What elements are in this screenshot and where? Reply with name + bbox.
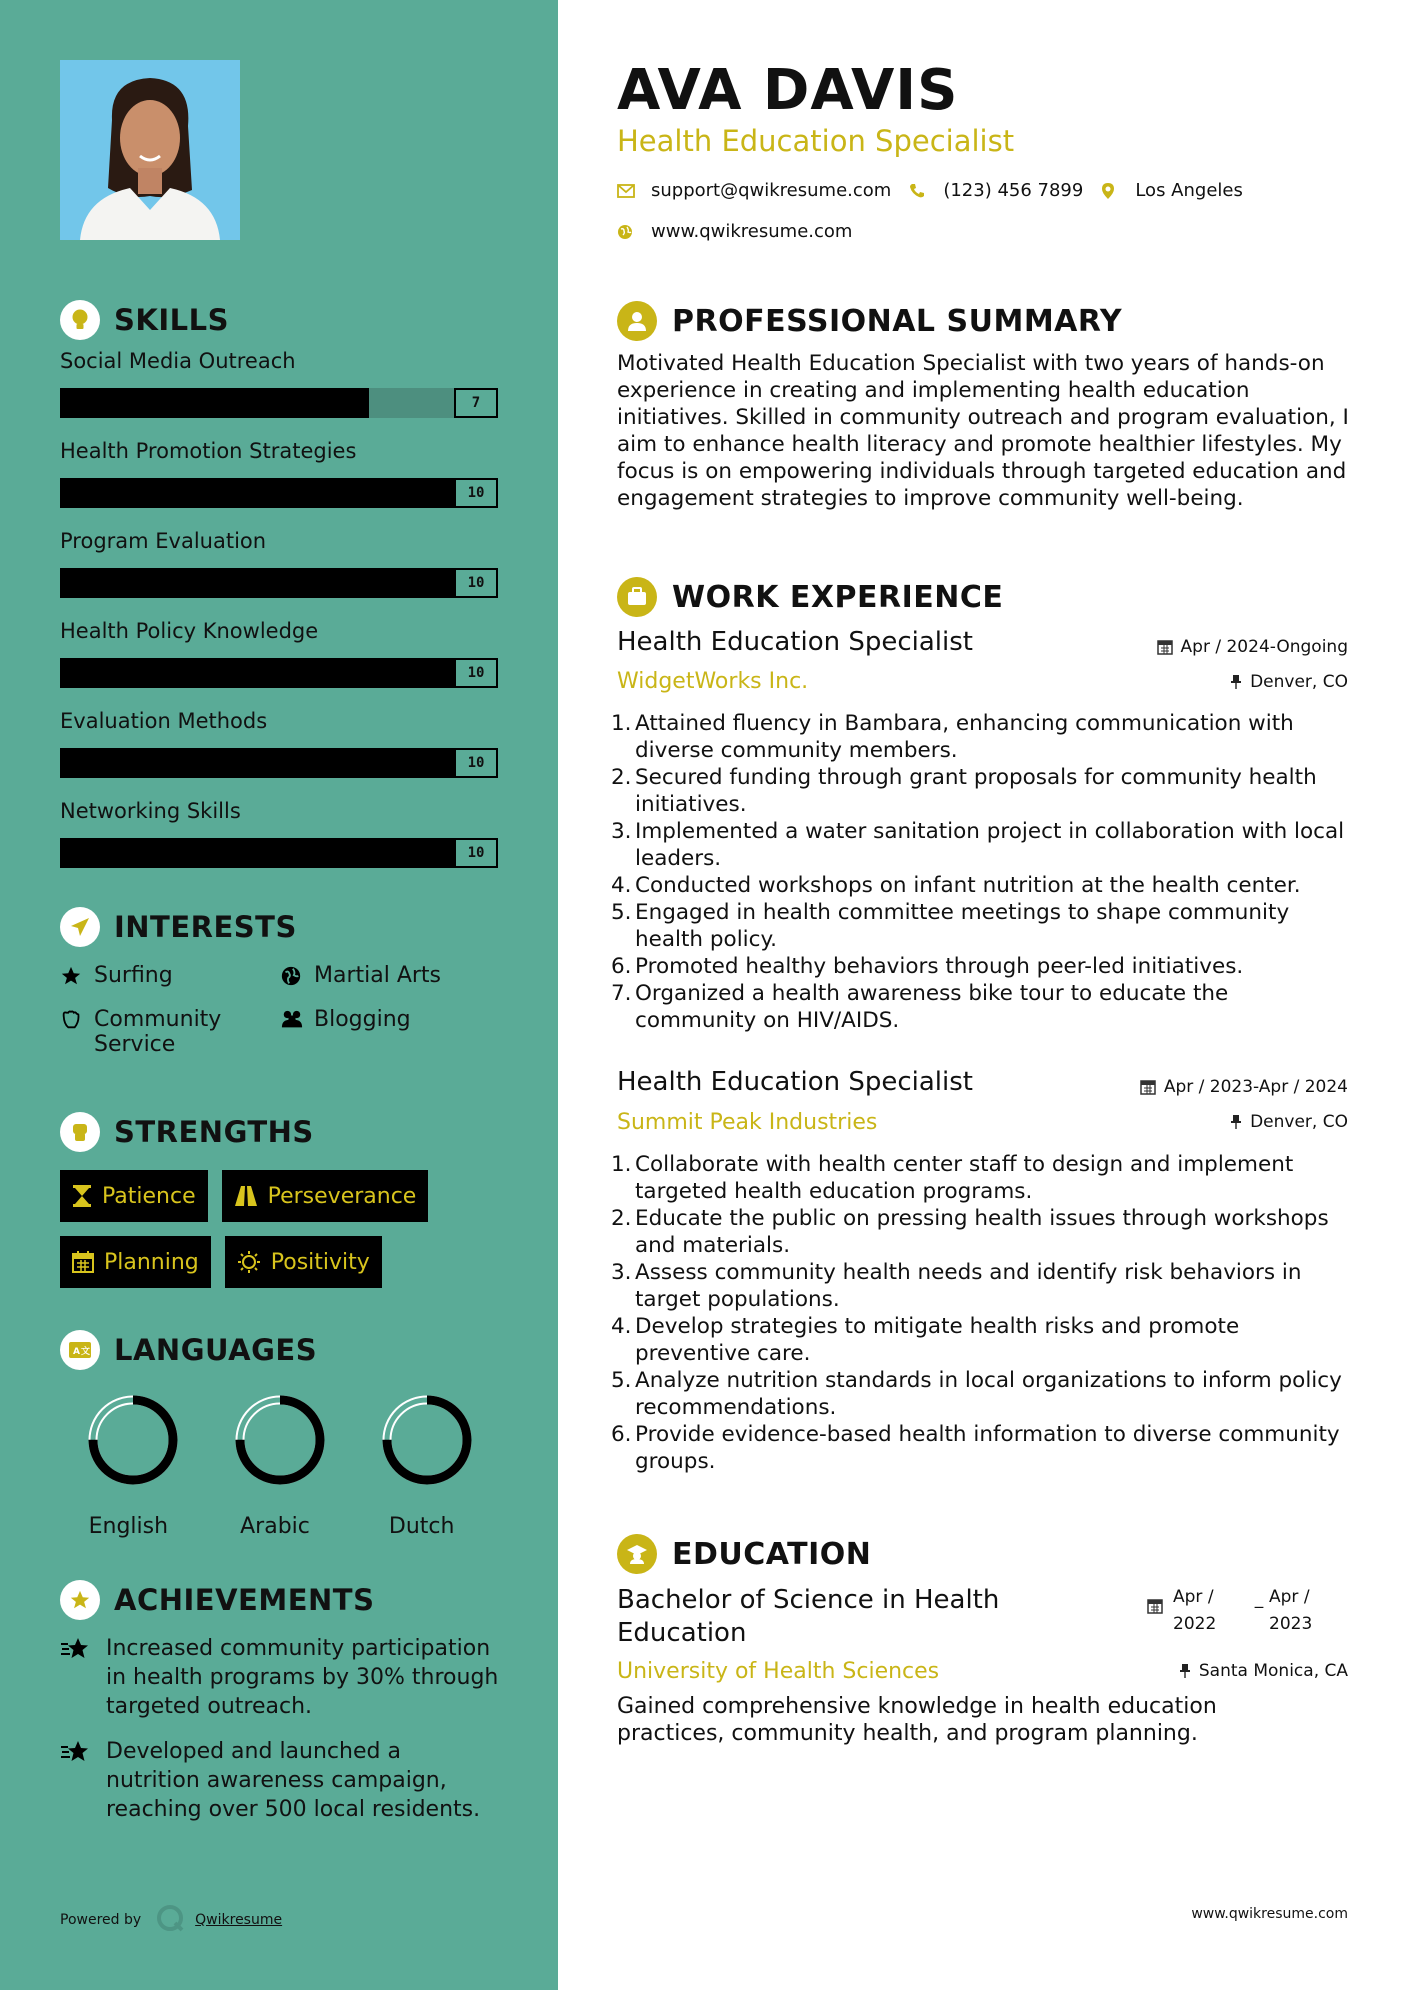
interest-label: Surfing — [94, 963, 173, 988]
skill-name: Networking Skills — [60, 799, 241, 823]
education-location — [1179, 1661, 1348, 1681]
interest-label: Community Service — [94, 1007, 222, 1057]
profile-photo — [60, 60, 240, 240]
graduate-icon — [617, 1534, 657, 1574]
school-name: University of Health Sciences — [617, 1659, 940, 1684]
language-name: English — [88, 1514, 169, 1539]
language-ring — [379, 1392, 475, 1488]
sun-icon — [237, 1250, 261, 1274]
duty-item — [611, 818, 1352, 872]
strength-chip — [222, 1170, 429, 1222]
skills-section — [60, 300, 500, 868]
education-description: Gained comprehensive knowledge in health education practices, community health, and program planning. — [617, 1694, 1217, 1746]
skill-item — [60, 348, 500, 418]
language-name: Dutch — [388, 1514, 455, 1539]
interest-item — [60, 963, 280, 993]
achievement-text: Developed and launched a nutrition awareness campaign, reaching over 500 local residents. — [106, 1739, 481, 1822]
lightbulb-icon — [60, 300, 100, 340]
svg-text:文: 文 — [81, 1347, 91, 1357]
strength-chip — [60, 1170, 208, 1222]
skill-score: 10 — [454, 838, 498, 868]
skill-name: Social Media Outreach — [60, 349, 296, 373]
achievement-item — [60, 1634, 500, 1721]
duty-text: Promoted healthy behaviors through peer-led initiatives. — [635, 954, 1244, 979]
skill-bar — [60, 478, 498, 508]
duty-text: Attained fluency in Bambara, enhancing communication with diverse community members. — [635, 711, 1294, 763]
job-duties — [611, 1151, 1352, 1475]
pin-icon — [1230, 1114, 1242, 1130]
job-duties — [611, 710, 1352, 1034]
skill-score: 10 — [454, 478, 498, 508]
email-link[interactable]: support@qwikresume.com — [651, 180, 892, 201]
summary-title: PROFESSIONAL SUMMARY — [672, 303, 1123, 339]
language-icon — [60, 1330, 100, 1370]
skill-bar-fill — [60, 568, 454, 598]
languages-title: LANGUAGES — [114, 1333, 318, 1367]
skill-bar — [60, 748, 498, 778]
skill-name: Program Evaluation — [60, 529, 267, 553]
duty-number: 2. — [611, 1206, 632, 1231]
duty-text: Educate the public on pressing health issues through workshops and materials. — [635, 1206, 1329, 1258]
job-title: Health Education Specialist — [617, 1067, 973, 1097]
experience-heading — [617, 577, 1003, 617]
skill-item — [60, 708, 500, 778]
qwikresume-logo-icon — [155, 1903, 185, 1937]
skill-bar — [60, 838, 498, 868]
job-location-text: Denver, CO — [1250, 672, 1348, 692]
education-end: Apr / 2023 — [1269, 1587, 1313, 1634]
duty-text: Organized a health awareness bike tour to educate the community on HIV/AIDS. — [635, 981, 1229, 1033]
education-location-text: Santa Monica, CA — [1198, 1661, 1348, 1681]
duty-item — [611, 980, 1352, 1034]
pin-icon — [1230, 674, 1242, 690]
achievement-star-icon — [60, 1739, 106, 1824]
briefcase-icon — [617, 577, 657, 617]
language-item — [353, 1392, 500, 1539]
achievement-item — [60, 1737, 500, 1824]
education-heading — [617, 1534, 871, 1574]
location-text: Los Angeles — [1135, 180, 1243, 201]
interests-section — [60, 907, 500, 1057]
job-location-text: Denver, CO — [1250, 1112, 1348, 1132]
duty-number: 4. — [611, 1314, 632, 1339]
paper-plane-icon — [60, 907, 100, 947]
duty-number: 3. — [611, 819, 632, 844]
skill-bar-fill — [60, 478, 454, 508]
duty-item — [611, 710, 1352, 764]
strength-label: Perseverance — [267, 1183, 417, 1209]
users-icon — [280, 1009, 314, 1037]
strengths-title: STRENGTHS — [114, 1115, 314, 1149]
language-item — [60, 1392, 207, 1539]
interest-label: Blogging — [314, 1007, 411, 1032]
skill-bar-fill — [60, 838, 454, 868]
calendar-icon — [1140, 1079, 1156, 1095]
job-dates-text: Apr / 2023-Apr / 2024 — [1163, 1077, 1348, 1097]
degree-line-2: Education — [617, 1618, 747, 1648]
duty-text: Assess community health needs and identify risk behaviors in target populations. — [635, 1260, 1302, 1312]
candidate-name: AVA DAVIS — [617, 58, 959, 123]
job-title: Health Education Specialist — [617, 627, 973, 657]
hand-icon — [60, 1009, 94, 1037]
job-dates-text: Apr / 2024-Ongoing — [1180, 637, 1348, 657]
duty-item — [611, 872, 1352, 899]
degree-title — [617, 1584, 999, 1650]
interest-item — [60, 1007, 280, 1057]
contact-row — [617, 180, 1243, 201]
interests-title: INTERESTS — [114, 910, 297, 944]
company-name: WidgetWorks Inc. — [617, 669, 809, 694]
duty-text: Conducted workshops on infant nutrition at the health center. — [635, 873, 1301, 898]
duty-item — [611, 953, 1352, 980]
job-location — [1230, 1112, 1348, 1132]
strength-label: Patience — [102, 1183, 196, 1209]
experience-title: WORK EXPERIENCE — [672, 579, 1004, 615]
skill-item — [60, 438, 500, 508]
summary-heading — [617, 301, 1122, 341]
achievements-title: ACHIEVEMENTS — [114, 1583, 375, 1617]
duty-item — [611, 1421, 1352, 1475]
achievement-text: Increased community participation in health programs by 30% through targeted outreach. — [106, 1636, 499, 1719]
interest-label: Martial Arts — [314, 963, 442, 988]
duty-item — [611, 1259, 1352, 1313]
duty-item — [611, 1367, 1352, 1421]
language-ring — [85, 1392, 181, 1488]
calendar-icon — [72, 1251, 94, 1273]
education-dates — [1147, 1584, 1329, 1638]
job-dates — [1157, 637, 1348, 657]
qwikresume-link[interactable]: Qwikresume — [195, 1912, 283, 1928]
duty-text: Engaged in health committee meetings to shape community health policy. — [635, 900, 1290, 952]
trophy-star-icon — [60, 1580, 100, 1620]
skill-item — [60, 528, 500, 598]
svg-text:A: A — [73, 1347, 80, 1357]
calendar-icon — [1157, 639, 1173, 655]
powered-by-label: Powered by — [60, 1912, 142, 1928]
skill-bar — [60, 388, 498, 418]
education-start: Apr / 2022 — [1173, 1587, 1217, 1634]
strength-label: Planning — [104, 1249, 199, 1275]
duty-text: Provide evidence-based health information to diverse community groups. — [635, 1422, 1340, 1474]
duty-number: 7. — [611, 981, 632, 1006]
map-pin-icon — [1101, 182, 1135, 200]
skill-score: 10 — [454, 568, 498, 598]
strength-chip — [225, 1236, 382, 1288]
skill-name: Evaluation Methods — [60, 709, 268, 733]
footer-website[interactable]: www.qwikresume.com — [1191, 1906, 1348, 1922]
duty-number: 2. — [611, 765, 632, 790]
duty-text: Analyze nutrition standards in local organizations to inform policy recommendations. — [635, 1368, 1342, 1420]
duty-item — [611, 1313, 1352, 1367]
language-ring — [232, 1392, 328, 1488]
duty-item — [611, 1205, 1352, 1259]
duty-text: Develop strategies to mitigate health risks and promote preventive care. — [635, 1314, 1240, 1366]
road-icon — [234, 1185, 258, 1207]
duty-number: 1. — [611, 711, 632, 736]
globe-icon — [617, 224, 651, 240]
duty-number: 5. — [611, 1368, 632, 1393]
skills-title: SKILLS — [114, 303, 229, 337]
duty-item — [611, 764, 1352, 818]
strength-label: Positivity — [270, 1249, 370, 1275]
interest-item — [280, 963, 500, 993]
strength-chip — [60, 1236, 211, 1288]
company-name: Summit Peak Industries — [617, 1110, 878, 1135]
duty-item — [611, 899, 1352, 953]
website-link[interactable]: www.qwikresume.com — [651, 221, 853, 242]
globe-icon — [280, 965, 314, 993]
summary-text: Motivated Health Education Specialist with two years of hands-on experience in creating and implementing health education initiatives. Skilled in community outreach and program evaluation, I aim to enhance health literacy and promote healthier lifestyles. My focus is on empowering individuals through targeted education and engagement strategies to improve community well-being. — [617, 351, 1349, 511]
skill-bar — [60, 568, 498, 598]
fist-icon — [60, 1112, 100, 1152]
skill-bar-fill — [60, 748, 454, 778]
envelope-icon — [617, 184, 651, 198]
language-item — [207, 1392, 354, 1539]
powered-by — [60, 1903, 282, 1937]
achievement-star-icon — [60, 1636, 106, 1721]
date-separator: _ — [1254, 1589, 1264, 1609]
phone-number[interactable]: (123) 456 7899 — [943, 180, 1084, 201]
user-icon — [617, 301, 657, 341]
strengths-section — [60, 1112, 500, 1288]
education-title: EDUCATION — [672, 1536, 872, 1572]
job-location — [1230, 672, 1348, 692]
hourglass-icon — [72, 1184, 92, 1208]
degree-line-1: Bachelor of Science in Health — [617, 1585, 1000, 1615]
skill-score: 7 — [454, 388, 498, 418]
duty-item — [611, 1151, 1352, 1205]
duty-text: Collaborate with health center staff to design and implement targeted health education programs. — [635, 1152, 1294, 1204]
duty-number: 3. — [611, 1260, 632, 1285]
website-row — [617, 221, 852, 242]
language-name: Arabic — [240, 1514, 310, 1539]
duty-text: Implemented a water sanitation project in collaboration with local leaders. — [635, 819, 1345, 871]
calendar-icon — [1147, 1598, 1163, 1638]
duty-number: 1. — [611, 1152, 632, 1177]
skill-name: Health Promotion Strategies — [60, 439, 357, 463]
job-dates — [1140, 1077, 1348, 1097]
skill-score: 10 — [454, 748, 498, 778]
pin-icon — [1179, 1663, 1191, 1679]
duty-number: 6. — [611, 954, 632, 979]
achievements-section — [60, 1580, 500, 1824]
languages-section — [60, 1330, 500, 1539]
skill-item — [60, 798, 500, 868]
skill-score: 10 — [454, 658, 498, 688]
duty-number: 6. — [611, 1422, 632, 1447]
skill-bar — [60, 658, 498, 688]
skill-bar-fill — [60, 388, 369, 418]
duty-text: Secured funding through grant proposals for community health initiatives. — [635, 765, 1317, 817]
duty-number: 4. — [611, 873, 632, 898]
duty-number: 5. — [611, 900, 632, 925]
interest-item — [280, 1007, 500, 1057]
skill-bar-fill — [60, 658, 454, 688]
star-icon — [60, 965, 94, 993]
sidebar — [0, 0, 558, 1990]
candidate-role: Health Education Specialist — [617, 124, 1015, 158]
skill-name: Health Policy Knowledge — [60, 619, 319, 643]
phone-icon — [909, 183, 943, 199]
skill-item — [60, 618, 500, 688]
